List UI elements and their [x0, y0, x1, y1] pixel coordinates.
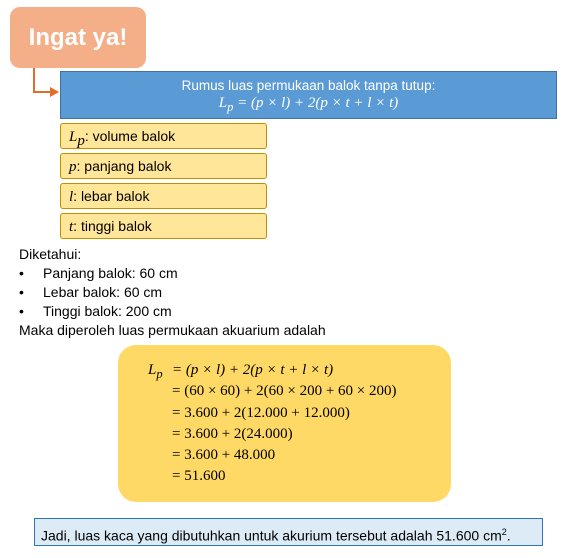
answer-text: Jadi, luas kaca yang dibutuhkan untuk akurium tersebut adalah 51.600 cm	[41, 527, 502, 544]
calculation-step: = (60 × 60) + 2(60 × 200 + 60 × 200)	[172, 383, 397, 400]
conclusion-lead: Maka diperoleh luas permukaan akuarium adalah	[19, 322, 326, 338]
known-list	[19, 264, 178, 321]
formula-lhs-symbol: L	[218, 95, 228, 111]
calculation-step: = 3.600 + 2(24.000)	[172, 425, 293, 442]
definition-text: : panjang balok	[76, 158, 172, 174]
formula-banner	[60, 71, 557, 119]
calculation-line	[148, 424, 397, 445]
definition-p	[60, 153, 267, 179]
calculation-lhs-symbol: L	[148, 362, 157, 378]
calculation-step: = 51.600	[172, 468, 226, 485]
formula-rhs: = (p × l) + 2(p × t + l × t)	[233, 95, 399, 111]
answer-unit-power: 2	[501, 527, 507, 537]
bullet-icon: •	[19, 284, 24, 300]
definition-symbol: L	[69, 129, 78, 145]
list-item	[19, 283, 178, 302]
list-item	[19, 264, 178, 283]
calculation-line	[148, 381, 397, 402]
definition-text: : lebar balok	[73, 188, 150, 204]
list-item	[19, 302, 178, 321]
definition-symbol: p	[69, 159, 77, 175]
answer-box	[34, 518, 543, 546]
definition-lp	[60, 123, 267, 149]
calculation-line	[148, 360, 397, 381]
definition-symbol: t	[69, 219, 74, 235]
definition-symbol: l	[69, 189, 74, 205]
known-item-text: Panjang balok: 60 cm	[43, 265, 178, 281]
formula-expression	[61, 94, 556, 116]
ingat-ya-callout	[10, 7, 146, 68]
formula-lhs-sub: p	[227, 100, 234, 114]
calculation-line	[148, 403, 397, 424]
definition-l	[60, 183, 267, 209]
connector-arrow-icon	[50, 87, 59, 97]
connector-line-horizontal	[33, 91, 51, 93]
calculation-box	[118, 345, 451, 502]
bullet-icon: •	[19, 303, 24, 319]
definition-t	[60, 213, 267, 239]
callout-label: Ingat ya!	[28, 23, 128, 51]
known-item-text: Tinggi balok: 200 cm	[43, 303, 172, 319]
known-heading: Diketahui:	[19, 246, 82, 262]
definition-sub: p	[77, 132, 85, 149]
known-item-text: Lebar balok: 60 cm	[43, 284, 163, 300]
calculation-step: = (p × l) + 2(p × t + l × t)	[172, 362, 334, 378]
formula-title: Rumus luas permukaan balok tanpa tutup:	[181, 78, 436, 93]
calculation-step: = 3.600 + 2(12.000 + 12.000)	[172, 404, 350, 421]
bullet-icon: •	[19, 265, 24, 281]
calculation-step: = 3.600 + 48.000	[172, 447, 276, 464]
calculation-line	[148, 445, 397, 466]
calculation-line	[148, 466, 397, 487]
definition-text: : volume balok	[84, 128, 176, 144]
connector-line-vertical	[33, 68, 35, 92]
calculation-lhs-sub: p	[156, 367, 163, 381]
calculation-lines	[148, 360, 397, 488]
definition-text: : tinggi balok	[73, 218, 152, 234]
answer-end: .	[506, 527, 511, 544]
